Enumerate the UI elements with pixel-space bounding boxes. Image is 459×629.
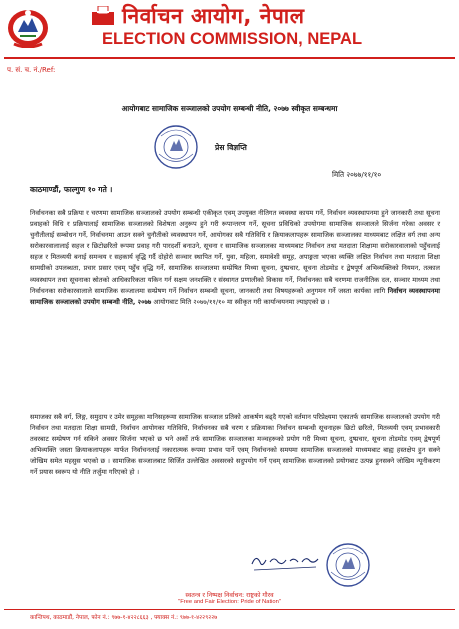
header-divider	[4, 57, 455, 59]
press-release-heading: प्रेस विज्ञप्ति	[215, 143, 247, 152]
policy-name-bold: निर्वाचन व्यवस्थापनमा सामाजिक सञ्जालको उपयोग सम्बन्धी नीति, २०७७	[30, 286, 440, 306]
official-seal-stamp	[153, 124, 199, 170]
national-emblem-icon	[6, 6, 50, 48]
commission-name-nepali: निर्वाचन आयोग, नेपाल	[122, 4, 305, 28]
dateline: काठमाण्डौं, फाल्गुण १० गते ।	[30, 185, 113, 194]
footer-slogan-nepali: स्वतन्त्र र निष्पक्ष निर्वाचन: राष्ट्रको गौरव	[185, 592, 274, 599]
letter-date: मिति २०७७/११/१०	[332, 170, 382, 179]
body-paragraph-2: समाजका सबै वर्ग, लिङ्ग, समुदाय र उमेर समूहका मानिसहरूमा सामाजिक सञ्जाल प्रतिको आकर्षण बढ्दै गएको वर्तमान परिप्रेक्ष्यमा एकातर्फ सामाजिक सञ्जालको उपयोग गरी निर्वाचन तथा मतदाता शिक्षा सामग्री, निर्वाचन आयोगका गतिविधि, निर्वाचनका सबै चरण र प्रक्रियाका निर्वाचन सम्बन्धी सूचनाहरू छिटो छरितो, मितव्ययी एवम् प्रभावकारी तवरबाट सम्प्रेषण गर्न सकिने अवसर सिर्जना भएको छ भने अर्को तर्फ सामाजिक सञ्जालका मञ्चहरूको प्रयोग गरी मिथ्या सूचना, दुष्प्रचार, सूचना तोडमोड एवम् द्वेषपूर्ण अभिव्यक्ति जस्ता क्रियाकलापहरू मार्फत निर्वाचनलाई नकारात्मक रूपमा प्रभाव पार्ने एवम् निर्वाचनको समयमा सामाजिक सञ्जालको माध्यमबाट बाह्य हस्तक्षेप हुन सक्ने जोखिम समेत महसुस भएको छ । सामाजिक सञ्जालबाट सिर्जित उल्लेखित अवसरको सदुपयोग गर्ने एवम् सामाजिक सञ्जालको प्रयोगबाट उत्पन्न हुनसक्ने जोखिम न्यूनीकरण गर्ने प्रयास स्वरूप यो नीति तर्जुमा गरिएको हो ।	[30, 413, 440, 477]
official-seal-stamp-2	[325, 542, 371, 588]
para1-text-c: आयोगबाट मिति २०७७/११/१० मा स्वीकृत गरी कार्यान्वयनमा ल्याइएको छ ।	[153, 297, 330, 306]
body-paragraph-1	[30, 208, 440, 308]
commission-name-english: ELECTION COMMISSION, NEPAL	[102, 30, 363, 48]
reference-number-label: प. सं. च. नं./Ref:	[7, 66, 56, 74]
handwritten-signature	[248, 550, 322, 574]
para1-text-a: निर्वाचनका सबै प्रक्रिया र चरणमा सामाजिक सञ्जालको उपयोग सम्बन्धी एकीकृत एवम् उपयुक्त नीतिगत व्यवस्था कायम गर्ने, निर्वाचन व्यवस्थापनमा हुने जानकारी तथा सूचना प्रवाहको विधि र प्रक्रियालाई सामाजिक सञ्जालको विशेषता अनुरूप हुने गरी रूपान्तरण गर्ने, सूचना प्रविधिको उपयोगमा सामाजिक सञ्जालले सिर्जना गरेका अवसर र चुनौतीलाई सम्बोधन गर्ने, निर्वाचनमा आउन सक्ने चुनौतीको व्यवस्थापन गर्ने, आयोगका सबै गतिविधि र क्रियाकलापहरू सामाजिक सञ्जालका माध्यमबाट लक्षित वर्ग तथा अन्य सरोकारवालालाई सहज र छिटोछरितो रूपमा प्रवाह गरी पारदर्शी बनाउने, सूचना र सामाजिक सञ्जालका माध्यमबाट निर्वाचन तथा मतदाता शिक्षामा सरोकारवालाको पहुँचलाई सहज र मितव्ययी बनाई समन्वय र सहकार्य वृद्धि गर्दै दोहोरो सञ्चार स्थापित गर्ने, युवा, महिला, समावेशी समूह, अपाङ्गता भएका व्यक्ति लक्षित निर्वाचन तथा मतदाता शिक्षा सामग्रीको उपलब्धता, प्रचार प्रसार एवम् पहुँच वृद्धि गर्ने, सामाजिक सञ्जालमा सम्प्रेषित मिथ्या सूचना, दुष्प्रचार, सूचना तोडमोड र द्वेषपूर्ण अभिव्यक्तिको नियमन, तत्काल व्यवस्थापन तथा सूचनाका स्रोतको आधिकारिकता यकिन गर्न सक्षम जनशक्ति र संस्थागत प्रणालीको विकास गर्ने, निर्वाचनका सबै चरणमा राजनीतिक दल, सञ्चार माध्यम तथा निर्वाचनका सरोकारवालाले सामाजिक सञ्जालमा सम्प्रेषण गर्ने निर्वाचन सम्बन्धी सूचना, जानकारी तथा विषयहरूको अनुगमन गर्ने जस्ता कार्यका लागि	[30, 209, 440, 295]
footer-slogan-english: "Free and Fair Election: Pride of Nation"	[178, 599, 281, 605]
footer-address: कान्तिपथ, काठमाडौं, नेपाल, फोन नं.: ९७७-१-४२२८६६३ , फ्याक्स नं.: ९७७-१-४२२९२२७	[30, 615, 218, 621]
letter-subject: आयोगबाट सामाजिक सञ्जालको उपयोग सम्बन्धी नीति, २०७७ स्वीकृत सम्बन्धमा	[121, 104, 338, 113]
footer-divider	[4, 609, 455, 610]
ballot-box-logo-icon	[90, 6, 116, 26]
